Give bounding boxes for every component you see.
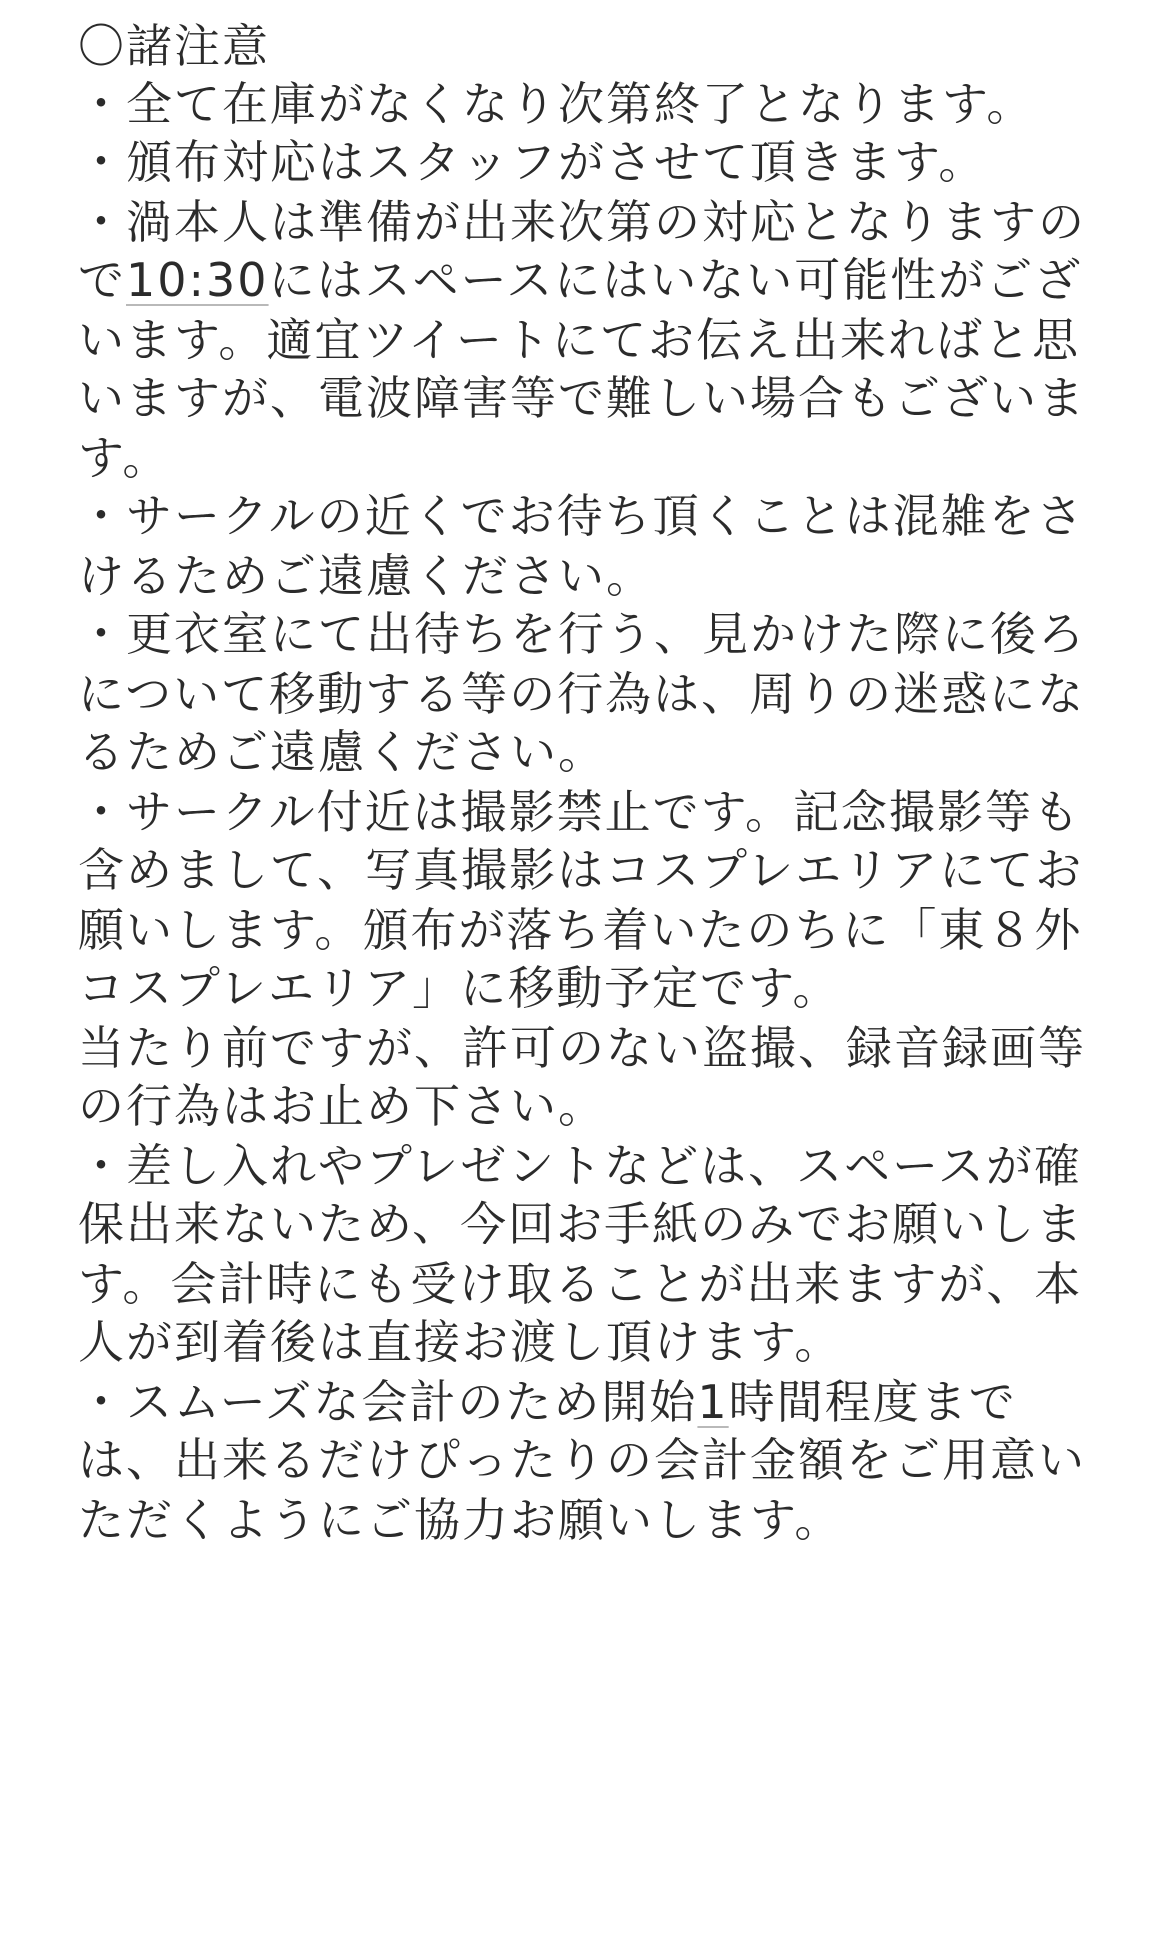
notice-line: [78, 782, 1081, 842]
notice-line: [78, 368, 1086, 428]
notice-line: [78, 1136, 1082, 1196]
notice-line: [78, 546, 654, 606]
line-text: るためご遠慮ください。: [78, 725, 606, 779]
time-link[interactable]: 10:30: [126, 253, 269, 307]
line-text: の行為はお止め下さい。: [78, 1079, 606, 1133]
notice-line: [78, 1076, 606, 1136]
notice-line: [78, 840, 1083, 900]
line-text: ・頒布対応はスタッフがさせて頂きます。: [78, 135, 987, 189]
line-text: 含めまして、写真撮影はコスプレエリアにてお: [78, 843, 1084, 897]
notice-line: [78, 132, 986, 192]
line-text: す。: [78, 431, 171, 485]
notice-line: [78, 1312, 842, 1372]
line-text: コスプレエリア」に移動予定です。: [78, 961, 841, 1015]
line-text: 人が到着後は直接お渡し頂けます。: [78, 1315, 843, 1369]
notice-line: [78, 958, 840, 1018]
notice-line: [78, 310, 1080, 370]
line-text: いますが、電波障害等で難しい場合もございま: [78, 371, 1086, 425]
notice-line: [78, 1018, 1086, 1078]
hour-link[interactable]: 1: [697, 1375, 729, 1429]
line-text: にはスペースにはいない可能性がござ: [268, 253, 1083, 307]
line-text: 保出来ないため、今回お手紙のみでお願いしま: [78, 1197, 1085, 1251]
notice-line: [78, 900, 1082, 960]
line-text: について移動する等の行為は、周りの迷惑にな: [78, 667, 1086, 721]
notice-line: [78, 604, 1086, 664]
notice-line: [78, 1430, 1086, 1490]
notice-line: [78, 664, 1085, 724]
notice-line: [78, 722, 606, 782]
line-text: ・全て在庫がなくなり次第終了となります。: [78, 77, 1035, 131]
notice-line: [78, 1490, 842, 1550]
notice-line: [78, 1254, 1082, 1314]
line-text: ・サークルの近くでお待ち頂くことは混雑をさ: [78, 489, 1085, 543]
line-text: ・スムーズな会計のため開始: [78, 1375, 698, 1429]
notice-line: [78, 428, 170, 488]
line-text: ・サークル付近は撮影禁止です。記念撮影等も: [78, 785, 1081, 839]
line-text: います。適宜ツイートにてお伝え出来ればと思: [78, 313, 1081, 367]
line-text: 当たり前ですが、許可のない盗撮、録音録画等: [78, 1021, 1086, 1075]
line-text: は、出来るだけぴったりの会計金額をご用意い: [78, 1433, 1086, 1487]
line-text: 時間程度まで: [728, 1375, 1017, 1429]
line-text: けるためご遠慮ください。: [78, 549, 654, 603]
notice-line: [78, 1194, 1084, 1254]
notice-line: [78, 192, 1086, 252]
notice-line: [78, 1372, 1017, 1432]
line-text: ・差し入れやプレゼントなどは、スペースが確: [78, 1139, 1082, 1193]
line-text: ・更衣室にて出待ちを行う、見かけた際に後ろ: [78, 607, 1086, 661]
notice-line: [78, 250, 1082, 310]
notice-heading: 〇諸注意: [78, 19, 270, 73]
line-text: 願いします。頒布が落ち着いたのちに「東８外: [78, 903, 1083, 957]
line-text: ただくようにご協力お願いします。: [78, 1493, 843, 1547]
line-text: で: [78, 253, 126, 307]
notice-line: [78, 486, 1085, 546]
line-text: ・渦本人は準備が出来次第の対応となりますの: [78, 195, 1086, 249]
notice-line: [78, 74, 1034, 134]
line-text: す。会計時にも受け取ることが出来ますが、本: [78, 1257, 1083, 1311]
